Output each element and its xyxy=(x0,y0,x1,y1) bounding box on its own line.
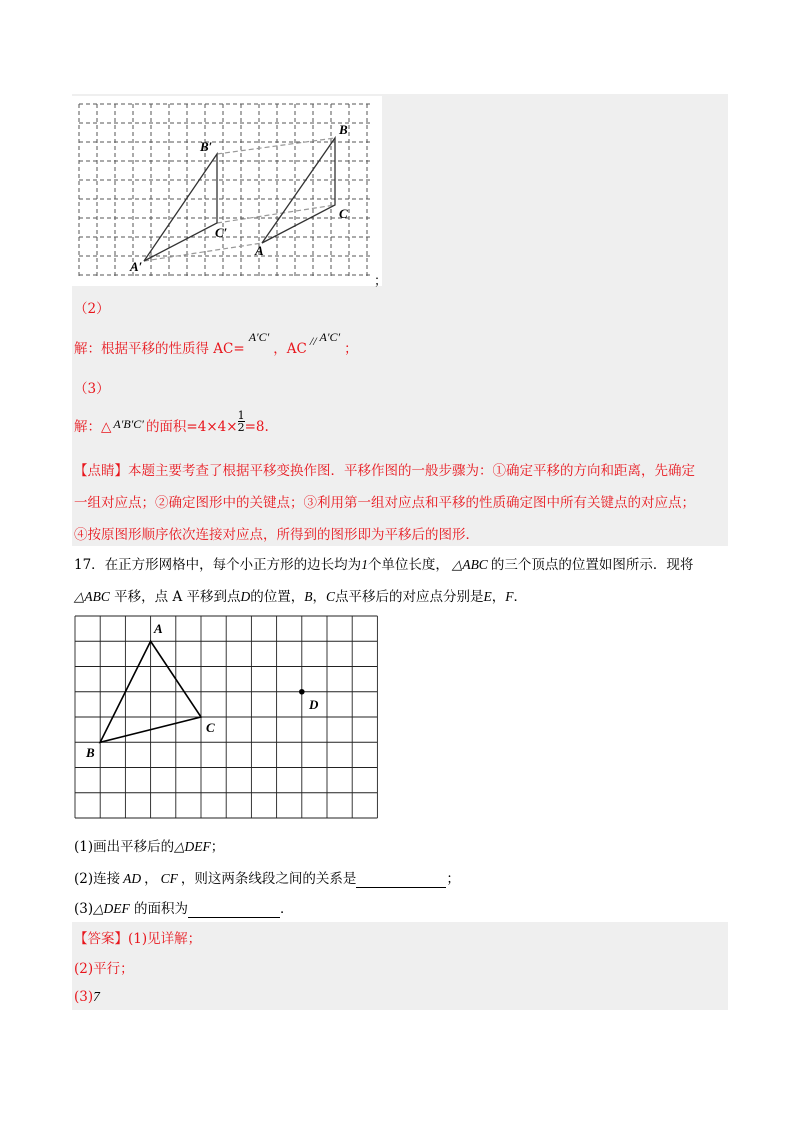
q17-l2k: F xyxy=(505,589,514,604)
sub2c: ， xyxy=(144,871,158,887)
answer-2: (2)平行； xyxy=(74,961,134,977)
comment-line-1 xyxy=(74,462,695,480)
part3-text1: 的面积=4×4× xyxy=(145,419,238,435)
label-b-prime: B′ xyxy=(200,139,213,154)
q17-l2e: B xyxy=(304,589,313,604)
label-point-b: B xyxy=(86,745,95,760)
part2-prefix: 解：根据平移的性质得 AC= xyxy=(74,341,245,357)
answer-line-1 xyxy=(74,930,201,948)
q17-l1b: 1 xyxy=(361,557,368,572)
sub2a: (2)连接 xyxy=(74,871,121,887)
part2-seg: A′C′ xyxy=(248,330,270,344)
label-a: A xyxy=(255,243,264,258)
q17-l2i: E xyxy=(483,589,492,604)
answer-tag: 【答案】 xyxy=(74,931,128,947)
label-point-c: C xyxy=(206,720,215,735)
answer-1: (1)见详解； xyxy=(128,931,202,947)
part3-fraction xyxy=(238,410,245,433)
answer-line-3 xyxy=(74,988,100,1006)
part3-triangle: A′B′C′ xyxy=(113,417,144,431)
sub2b: AD xyxy=(123,871,142,886)
part2-line xyxy=(74,330,358,358)
q17-grid-figure xyxy=(74,612,386,822)
q17-l1a: 在正方形网格中，每个小正方形的边长均为 xyxy=(104,557,362,573)
q17-sub1 xyxy=(74,838,224,856)
part3-frac-num: 1 xyxy=(237,409,245,422)
part3-text2: =8. xyxy=(244,419,269,435)
answer-3b: 7 xyxy=(93,989,100,1004)
q17-sub3 xyxy=(74,900,294,918)
figure-semicolon: ； xyxy=(374,274,388,289)
sub2d: CF xyxy=(160,871,178,886)
q17-l1c: 个单位长度， xyxy=(367,557,449,573)
part2-parallel: // xyxy=(309,334,317,348)
comment-text-1: 本题主要考查了根据平移变换作图．平移作图的一般步骤为：①确定平移的方向和距离，先确定 xyxy=(128,463,695,479)
answer-3a: (3) xyxy=(74,989,94,1005)
q17-line-2 xyxy=(74,588,527,606)
part3-frac-den: 2 xyxy=(237,421,245,434)
sub2f: ； xyxy=(446,871,460,887)
q17-l2b: 平移，点 A 平移到点 xyxy=(109,589,241,605)
label-point-a: A xyxy=(154,621,163,636)
part2-seg2: A′C′ xyxy=(319,330,341,344)
q17-sub2 xyxy=(74,870,460,888)
q17-l2h: 点平移后的对应点分别是 xyxy=(335,589,484,605)
q17-l2f: ， xyxy=(312,589,327,605)
q17-l2g: C xyxy=(326,589,336,604)
sub3-answer-blank[interactable] xyxy=(188,903,280,918)
sub3d: ． xyxy=(280,901,294,917)
part3-prefix: 解：△ xyxy=(74,419,112,435)
comment-line-2: 一组对应点；②确定图形中的关键点；③利用第一组对应点和平移的性质确定图中所有关键点的对应点； xyxy=(74,495,695,511)
part3-line xyxy=(74,409,269,439)
q17-l2j: ， xyxy=(491,589,506,605)
sub1b: △DEF xyxy=(174,839,211,854)
part2-number: （2） xyxy=(74,301,110,317)
sub2e: ，则这两条线段之间的关系是 xyxy=(180,871,357,887)
q17-l1d: △ABC xyxy=(451,557,488,572)
q17-l2d: 的位置， xyxy=(250,589,305,605)
comment-tag: 【点睛】 xyxy=(74,463,128,479)
sub1a: (1)画出平移后的 xyxy=(74,839,175,855)
label-c-prime: C′ xyxy=(215,225,228,240)
comment-line-3: ④按原图形顺序依次连接对应点，所得到的图形即为平移后的图形． xyxy=(74,527,479,543)
sub3a: (3) xyxy=(74,901,94,917)
q17-l2l: ． xyxy=(513,589,528,605)
q17-l1e: 的三个顶点的位置如图所示．现将 xyxy=(490,557,694,573)
part2-mid: ，AC xyxy=(273,341,307,357)
q17-line-1 xyxy=(74,556,693,574)
label-point-d: D xyxy=(309,697,319,712)
label-a-prime: A′ xyxy=(130,259,143,274)
translation-figure xyxy=(72,96,382,286)
label-c: C xyxy=(339,206,348,221)
sub3c: 的面积为 xyxy=(129,901,189,917)
part3-number: （3） xyxy=(74,381,110,397)
sub3b: △DEF xyxy=(93,901,130,916)
sub2-answer-blank[interactable] xyxy=(356,873,446,888)
part2-suffix: ； xyxy=(344,341,358,357)
label-b: B xyxy=(339,122,348,137)
q17-l2a: △ABC xyxy=(74,589,110,604)
sub1c: ； xyxy=(210,839,225,855)
q17-number: 17． xyxy=(74,557,105,573)
q17-l2c: D xyxy=(240,589,251,604)
